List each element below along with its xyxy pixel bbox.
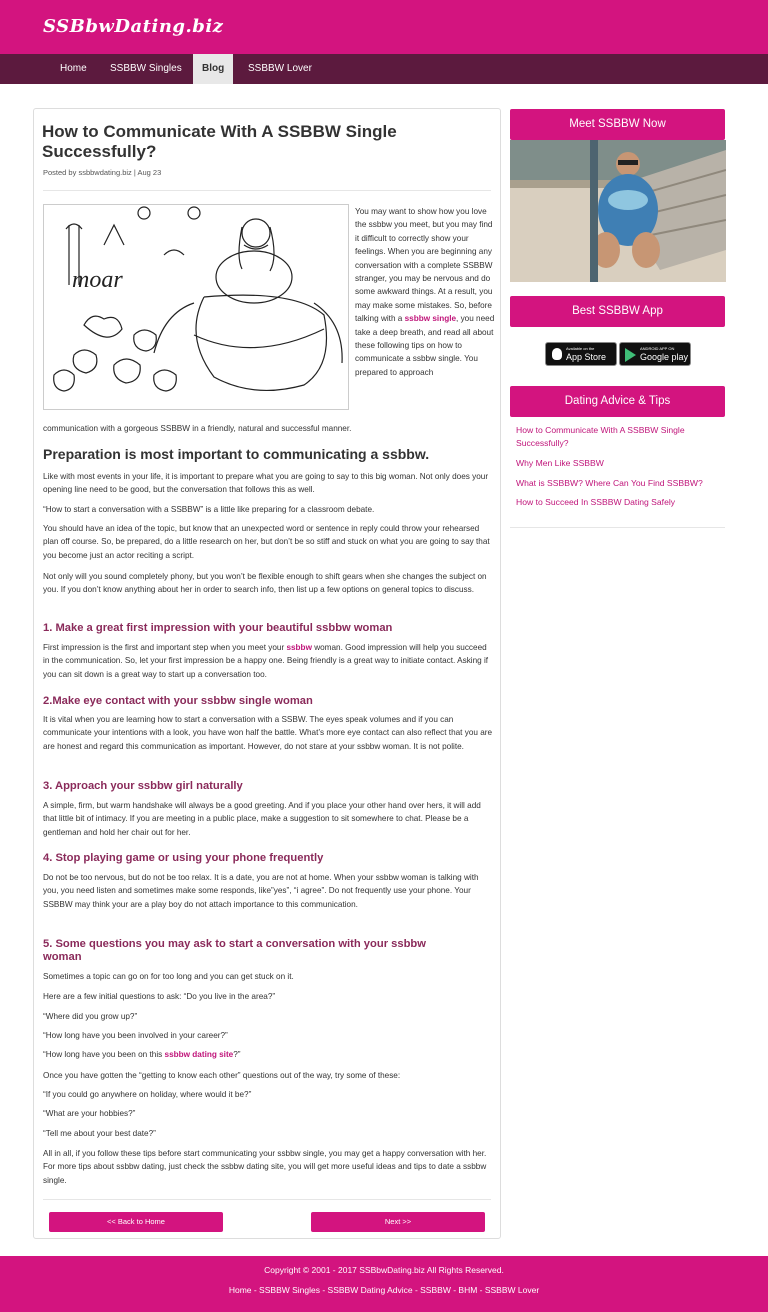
- question-intro: Sometimes a topic can go on for too long and you can get stuck on it.: [43, 972, 294, 981]
- question-dating-site: [43, 1048, 491, 1061]
- meet-ssbbw-header: Meet SSBBW Now: [510, 109, 725, 140]
- paragraph-4: Not only will you sound completely phony, but you won’t be flexible enough to shift gears when she changes the subject on you. If you don’t know anything about her in order to search info, then list up a few options on general topics to discuss.: [43, 572, 487, 595]
- art-caption: moar: [72, 267, 123, 293]
- s1-text-b: woman. Good impression will help you succeed in the communication. So, let your first impression be a happy one. Being friendly is a great way to initiate contact. Asking if you can sit down is a great way to start up a conversation too.: [43, 643, 489, 679]
- nav-ssbbw-lover[interactable]: SSBBW Lover: [248, 63, 312, 74]
- question-initial: Here are a few initial questions to ask: “Do you live in the area?”: [43, 992, 276, 1001]
- ssbbw-dating-site-link[interactable]: ssbbw dating site: [164, 1050, 234, 1059]
- question-hobbies: “What are your hobbies?”: [43, 1109, 136, 1118]
- google-play-icon: [625, 348, 636, 362]
- divider: [43, 1199, 491, 1200]
- question-transition: Once you have gotten the “getting to know each other” questions out of the way, try some of these:: [43, 1071, 401, 1080]
- paragraph-3: You should have an idea of the topic, but know that an unexpected word or sentence in reply could throw your rehearsed plan off course. So, be prepared, do a little research on her, but don’t be so stiff and stuck on what you are going to say that you become just an actor reciting a script.: [43, 524, 490, 560]
- nav-blog[interactable]: Blog: [193, 54, 233, 84]
- question-holiday: “If you could go anywhere on holiday, where would it be?”: [43, 1090, 252, 1099]
- app-store-badge[interactable]: [545, 342, 617, 366]
- paragraph-1: Like with most events in your life, it is important to prepare what you are going to say to this big woman. Not only does your opening line need to be good, but the conversation that follows this as well.: [43, 472, 489, 495]
- main-nav: [0, 54, 768, 84]
- google-play-small-text: ANDROID APP ON: [640, 346, 675, 351]
- question-grow-up: “Where did you grow up?”: [43, 1012, 138, 1021]
- footer-links[interactable]: Home - SSBBW Singles - SSBBW Dating Advice - SSBBW - BHM - SSBBW Lover: [228, 1285, 540, 1295]
- site-header: [0, 0, 768, 54]
- intro-text-b: , you need take a deep breath, and read all about these following tips on how to communicate a ssbbw single. You prepared to approach: [355, 314, 495, 377]
- heading-stop-playing: 4. Stop playing game or using your phone frequently: [43, 852, 324, 864]
- paragraph-2: “How to start a conversation with a SSBBW” is a little like preparing for a classroom debate.: [43, 505, 375, 514]
- heading-first-impression: 1. Make a great first impression with your beautiful ssbbw woman: [43, 622, 393, 634]
- paragraph-eye-contact: It is vital when you are learning how to start a conversation with a SSBW. The eyes speak volumes and if you can communicate your intentions with a look, you have won half the battle. What’s more eye contact can also reflect that you are are honest and regard this communication as important. However, do not stare at your ssbbw woman. It is not polite.: [43, 715, 493, 751]
- tip-link-why-men[interactable]: Why Men Like SSBBW: [516, 458, 604, 468]
- ssbbw-link[interactable]: ssbbw: [286, 643, 312, 652]
- q5-text-a: “How long have you been on this: [43, 1050, 165, 1059]
- intro-tail: communication with a gorgeous SSBBW in a friendly, natural and successful manner.: [43, 424, 352, 433]
- question-best-date: “Tell me about your best date?”: [43, 1129, 156, 1138]
- copyright-text: Copyright © 2001 - 2017 SSBbwDating.biz All Rights Reserved.: [264, 1265, 504, 1275]
- question-career: “How long have you been involved in your career?”: [43, 1031, 228, 1040]
- section-heading-preparation: Preparation is most important to communicating a ssbbw.: [43, 446, 430, 462]
- site-logo[interactable]: SSBbwDating.biz: [43, 16, 224, 37]
- divider: [43, 190, 491, 191]
- heading-approach: 3. Approach your ssbbw girl naturally: [43, 780, 243, 792]
- paragraph-stop-playing: Do not be too nervous, but do not be too relax. It is a date, you are not at home. When your ssbbw woman is talking with you, you need listen and sometimes make some responds, like”yes”, “i agree”. Do not frequently use your phone. Your SSBBW may think your are a play boy do not attach importance to this communication.: [43, 873, 479, 909]
- apple-icon: [552, 348, 562, 360]
- paragraph-first-impression: [43, 641, 493, 681]
- nav-ssbbw-singles[interactable]: SSBBW Singles: [110, 63, 182, 74]
- google-play-badge[interactable]: [619, 342, 691, 366]
- back-to-home-button[interactable]: << Back to Home: [49, 1212, 223, 1232]
- heading-eye-contact: 2.Make eye contact with your ssbbw single woman: [43, 695, 313, 707]
- post-illustration: [43, 204, 349, 410]
- profile-photo[interactable]: [510, 140, 726, 282]
- post-title: How to Communicate With A SSBBW Single Successfully?: [42, 122, 397, 161]
- paragraph-approach: A simple, firm, but warm handshake will always be a good greeting. And if you place your other hand over hers, it will add that little bit of intimacy. If you are meeting in a public place, make a suggestion to sit somewhere to chat. Please be a gentleman and hold her chair out for her.: [43, 801, 481, 837]
- next-button[interactable]: Next >>: [311, 1212, 485, 1232]
- conclusion-paragraph: All in all, if you follow these tips before start communicating your ssbbw single, you may get a happy conversation with her. For more tips about ssbbw dating, just check the ssbbw dating site, you will get more useful ideas and tips to date a ssbbw single.: [43, 1149, 487, 1185]
- dating-tips-header: Dating Advice & Tips: [510, 386, 725, 417]
- divider: [510, 527, 725, 528]
- tip-link-what-is[interactable]: What is SSBBW? Where Can You Find SSBBW?: [516, 478, 703, 488]
- app-store-small-text: Available on the: [566, 346, 595, 351]
- ssbbw-single-link[interactable]: ssbbw single: [404, 314, 457, 324]
- nav-home[interactable]: Home: [60, 63, 87, 74]
- intro-text-a: You may want to show how you love the ssbbw you meet, but you may find it difficult to correctly show your feelings. When you are beginning any conversation with a complete SSBBW stranger, you may be nervous and do some awkward things. At a result, you may make some mistakes. So, before talking with a: [355, 207, 493, 324]
- heading-questions: 5. Some questions you may ask to start a conversation with your ssbbw woman: [43, 938, 426, 963]
- s1-text-a: First impression is the first and important step when you meet your: [43, 643, 287, 652]
- intro-paragraph: [355, 205, 495, 379]
- post-meta: Posted by ssbbwdating.biz | Aug 23: [43, 168, 162, 177]
- best-app-header: Best SSBBW App: [510, 296, 725, 327]
- tip-link-succeed[interactable]: How to Succeed In SSBBW Dating Safely: [516, 497, 676, 507]
- app-store-text: App Store: [566, 352, 607, 362]
- q5-text-b: ?”: [233, 1050, 241, 1059]
- tip-link-communicate[interactable]: How to Communicate With A SSBBW Single Successfully?: [516, 425, 685, 448]
- google-play-text: Google play: [640, 352, 689, 362]
